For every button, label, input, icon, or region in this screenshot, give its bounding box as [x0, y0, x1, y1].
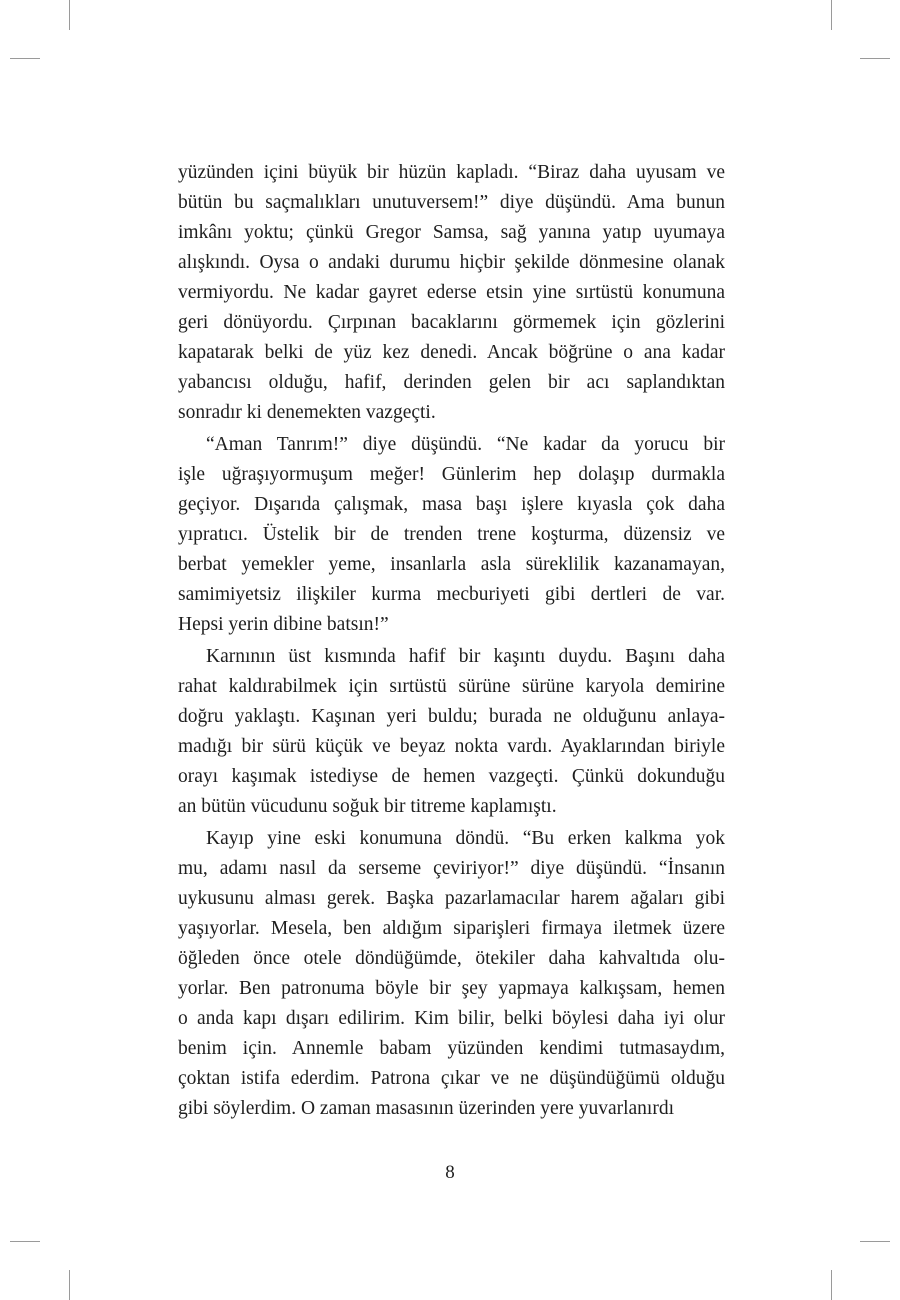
crop-mark-top-right-horizontal: [860, 58, 890, 59]
text-line: Karnının üst kısmında hafif bir kaşıntı duydu. Başını daha: [206, 646, 725, 667]
paragraph: [178, 430, 725, 640]
text-line: Kayıp yine eski konumuna döndü. “Bu erken kalkma yok: [206, 828, 725, 849]
crop-mark-top-left-vertical: [69, 0, 70, 30]
text-line: bütün bu saçmalıkları unutuversem!” diye düşündü. Ama bunun: [178, 192, 725, 213]
text-line: yaşıyorlar. Mesela, ben aldığım siparişleri firmaya iletmek üzere: [178, 918, 725, 939]
text-line: yabancısı olduğu, hafif, derinden gelen bir acı saplandıktan: [178, 372, 725, 393]
text-line: alışkındı. Oysa o andaki durumu hiçbir şekilde dönmesine olanak: [178, 252, 725, 273]
text-line: öğleden önce otele döndüğümde, ötekiler daha kahvaltıda olu-: [178, 948, 725, 969]
crop-mark-bottom-right-horizontal: [860, 1241, 890, 1242]
text-line: vermiyordu. Ne kadar gayret ederse etsin yine sırtüstü konumuna: [178, 282, 725, 303]
text-line: “Aman Tanrım!” diye düşündü. “Ne kadar da yorucu bir: [206, 434, 725, 455]
crop-mark-top-left-horizontal: [10, 58, 40, 59]
paragraph: [178, 642, 725, 822]
text-line: berbat yemekler yeme, insanlarla asla süreklilik kazanamayan,: [178, 554, 725, 575]
crop-mark-bottom-left-horizontal: [10, 1241, 40, 1242]
text-line: an bütün vücudunu soğuk bir titreme kaplamıştı.: [178, 796, 557, 817]
text-line: işle uğraşıyormuşum meğer! Günlerim hep dolaşıp durmakla: [178, 464, 725, 485]
text-line: benim için. Annemle babam yüzünden kendimi tutmasaydım,: [178, 1038, 725, 1059]
text-line: imkânı yoktu; çünkü Gregor Samsa, sağ yanına yatıp uyumaya: [178, 222, 725, 243]
crop-mark-bottom-left-vertical: [69, 1270, 70, 1300]
text-line: geri dönüyordu. Çırpınan bacaklarını görmemek için gözlerini: [178, 312, 725, 333]
text-line: yüzünden içini büyük bir hüzün kapladı. “Biraz daha uyusam ve: [178, 162, 725, 183]
text-line: orayı kaşımak istediyse de hemen vazgeçti. Çünkü dokunduğu: [178, 766, 725, 787]
text-line: Hepsi yerin dibine batsın!”: [178, 614, 389, 635]
text-line: samimiyetsiz ilişkiler kurma mecburiyeti gibi dertleri de var.: [178, 584, 725, 605]
text-line: geçiyor. Dışarıda çalışmak, masa başı işlere kıyasla çok daha: [178, 494, 725, 515]
text-line: doğru yaklaştı. Kaşınan yeri buldu; burada ne olduğunu anlaya-: [178, 706, 725, 727]
text-line: madığı bir sürü küçük ve beyaz nokta vardı. Ayaklarından biriyle: [178, 736, 725, 757]
text-line: rahat kaldırabilmek için sırtüstü sürüne sürüne karyola demirine: [178, 676, 725, 697]
page-body-text: [178, 158, 725, 1124]
text-line: uykusunu alması gerek. Başka pazarlamacılar harem ağaları gibi: [178, 888, 725, 909]
text-line: gibi söylerdim. O zaman masasının üzerinden yere yuvarlanırdı: [178, 1098, 675, 1119]
text-line: yorlar. Ben patronuma böyle bir şey yapmaya kalkışsam, hemen: [178, 978, 725, 999]
text-line: o anda kapı dışarı edilirim. Kim bilir, belki böylesi daha iyi olur: [178, 1008, 725, 1029]
page-number: 8: [445, 1162, 455, 1183]
text-line: yıpratıcı. Üstelik bir de trenden trene koşturma, düzensiz ve: [178, 524, 725, 545]
paragraph: [178, 158, 725, 428]
paragraph: [178, 824, 725, 1124]
crop-mark-top-right-vertical: [831, 0, 832, 30]
text-line: kapatarak belki de yüz kez denedi. Ancak böğrüne o ana kadar: [178, 342, 725, 363]
text-line: mu, adamı nasıl da serseme çeviriyor!” diye düşündü. “İnsanın: [178, 858, 725, 879]
text-line: sonradır ki denemekten vazgeçti.: [178, 402, 436, 423]
crop-mark-bottom-right-vertical: [831, 1270, 832, 1300]
text-line: çoktan istifa ederdim. Patrona çıkar ve ne düşündüğümü olduğu: [178, 1068, 725, 1089]
